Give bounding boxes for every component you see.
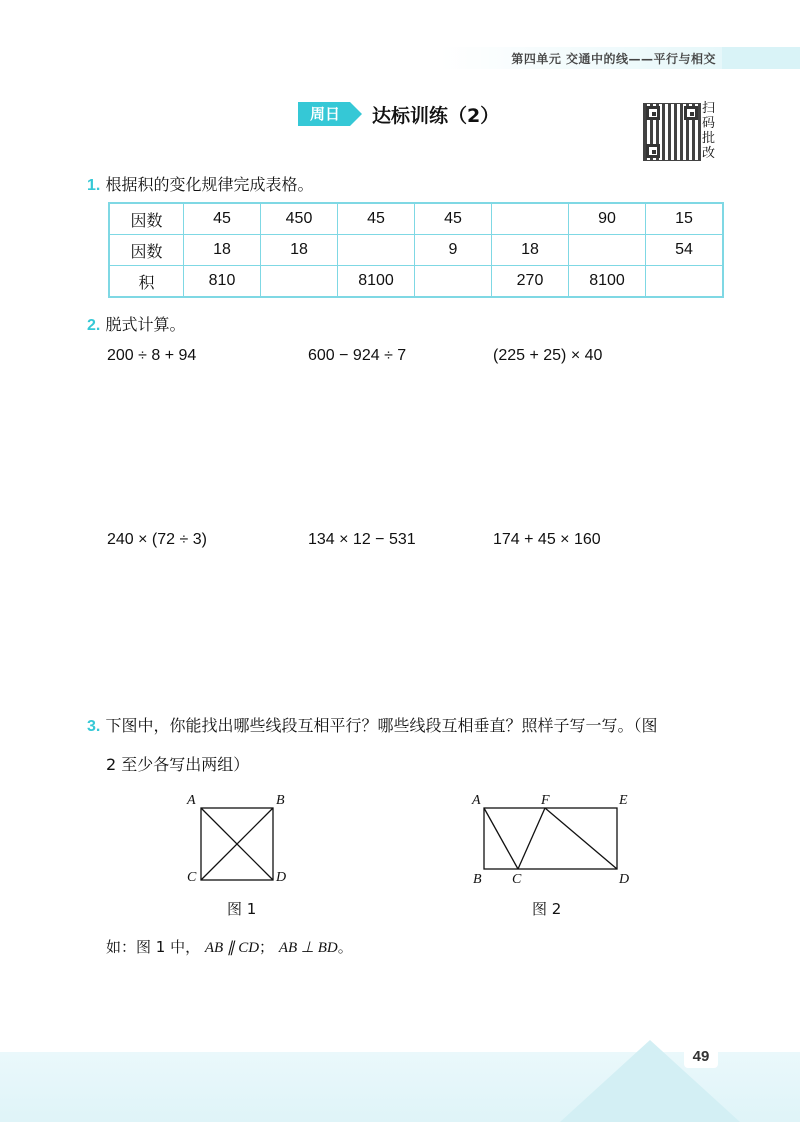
- table-cell[interactable]: 8100: [569, 266, 646, 298]
- expression: 200 ÷ 8 + 94: [107, 347, 197, 364]
- table-cell[interactable]: 810: [184, 266, 261, 298]
- qr-label-char: 扫: [702, 101, 716, 116]
- qr-label-char: 改: [702, 146, 716, 161]
- table-cell[interactable]: 18: [492, 235, 569, 266]
- row-header: 因数: [109, 203, 184, 235]
- expression: 134 × 12 − 531: [308, 531, 416, 548]
- table-cell[interactable]: 450: [261, 203, 338, 235]
- example-sep: ；: [259, 938, 275, 956]
- fig1-caption: 图 1: [227, 900, 257, 918]
- table-cell[interactable]: [646, 266, 724, 298]
- table-cell[interactable]: 45: [338, 203, 415, 235]
- expression: 174 + 45 × 160: [493, 531, 601, 548]
- table-row: [109, 235, 723, 266]
- example-perpendicular: AB ⊥ BD: [278, 940, 338, 956]
- page-number: 49: [684, 1046, 718, 1068]
- q3-text: 下图中，你能找出哪些线段互相平行？哪些线段互相垂直？照样子写一写。（图: [105, 716, 658, 735]
- qr-label-char: 批: [702, 131, 716, 146]
- expression: (225 + 25) × 40: [493, 347, 603, 364]
- table-row: [109, 203, 723, 235]
- example-end: 。: [337, 938, 353, 956]
- fig2-label-f: F: [541, 793, 550, 808]
- expression: 600 − 924 ÷ 7: [308, 347, 407, 364]
- table-cell[interactable]: [415, 266, 492, 298]
- qr-label-char: 码: [702, 116, 716, 131]
- table-row: [109, 266, 723, 298]
- rectangle-abde: [484, 808, 617, 869]
- q2-text: 脱式计算。: [105, 315, 186, 334]
- q3-number: 3.: [87, 718, 101, 735]
- table-cell[interactable]: 45: [415, 203, 492, 235]
- fig1-label-b: B: [276, 793, 285, 808]
- example-answer: [106, 936, 353, 957]
- fig2-caption: 图 2: [532, 900, 562, 918]
- fig2-label-b: B: [473, 872, 482, 887]
- unit-title: 第四单元 交通中的线——平行与相交: [511, 52, 716, 66]
- example-prefix: 如：图 1 中，: [106, 938, 201, 956]
- table-cell[interactable]: 9: [415, 235, 492, 266]
- fig2-label-a: A: [472, 793, 481, 808]
- table-cell[interactable]: 18: [184, 235, 261, 266]
- qr-label: [702, 101, 718, 161]
- qr-code-icon[interactable]: [643, 103, 701, 161]
- example-parallel: AB ∥ CD: [204, 940, 260, 956]
- table-cell[interactable]: 8100: [338, 266, 415, 298]
- expression: 240 × (72 ÷ 3): [107, 531, 207, 548]
- fig2-label-e: E: [619, 793, 628, 808]
- segment-cf: [518, 808, 545, 869]
- q1-text: 根据积的变化规律完成表格。: [105, 175, 314, 194]
- table-cell[interactable]: 15: [646, 203, 724, 235]
- title-badge: 周日: [298, 102, 350, 126]
- page-title: [298, 101, 499, 127]
- fig2-label-c: C: [512, 872, 522, 887]
- row-header: 积: [109, 266, 184, 298]
- table-cell[interactable]: [338, 235, 415, 266]
- fig1-label-d: D: [276, 870, 287, 885]
- q2-title: [87, 312, 185, 335]
- fig1-label-c: C: [187, 870, 197, 885]
- table-cell[interactable]: 270: [492, 266, 569, 298]
- title-text: 达标训练（2）: [372, 104, 500, 127]
- q2-number: 2.: [87, 317, 101, 334]
- header-tab: [722, 47, 800, 69]
- fig1-label-a: A: [187, 793, 196, 808]
- row-header: 因数: [109, 235, 184, 266]
- fig2-label-d: D: [619, 872, 630, 887]
- table-cell[interactable]: [569, 235, 646, 266]
- q3-prompt-line2: 2 至少各写出两组）: [106, 755, 250, 774]
- table-cell[interactable]: 90: [569, 203, 646, 235]
- table-cell[interactable]: 45: [184, 203, 261, 235]
- q1-number: 1.: [87, 177, 101, 194]
- table-cell[interactable]: 18: [261, 235, 338, 266]
- table-cell[interactable]: [492, 203, 569, 235]
- table-cell[interactable]: 54: [646, 235, 724, 266]
- segment-fd: [545, 808, 617, 869]
- q3-prompt-line1: [87, 713, 657, 736]
- segment-ac: [484, 808, 518, 869]
- q1-title: [87, 172, 313, 195]
- product-table: [108, 202, 724, 298]
- figure-1: [195, 800, 285, 890]
- table-cell[interactable]: [261, 266, 338, 298]
- figure-2: [478, 800, 623, 880]
